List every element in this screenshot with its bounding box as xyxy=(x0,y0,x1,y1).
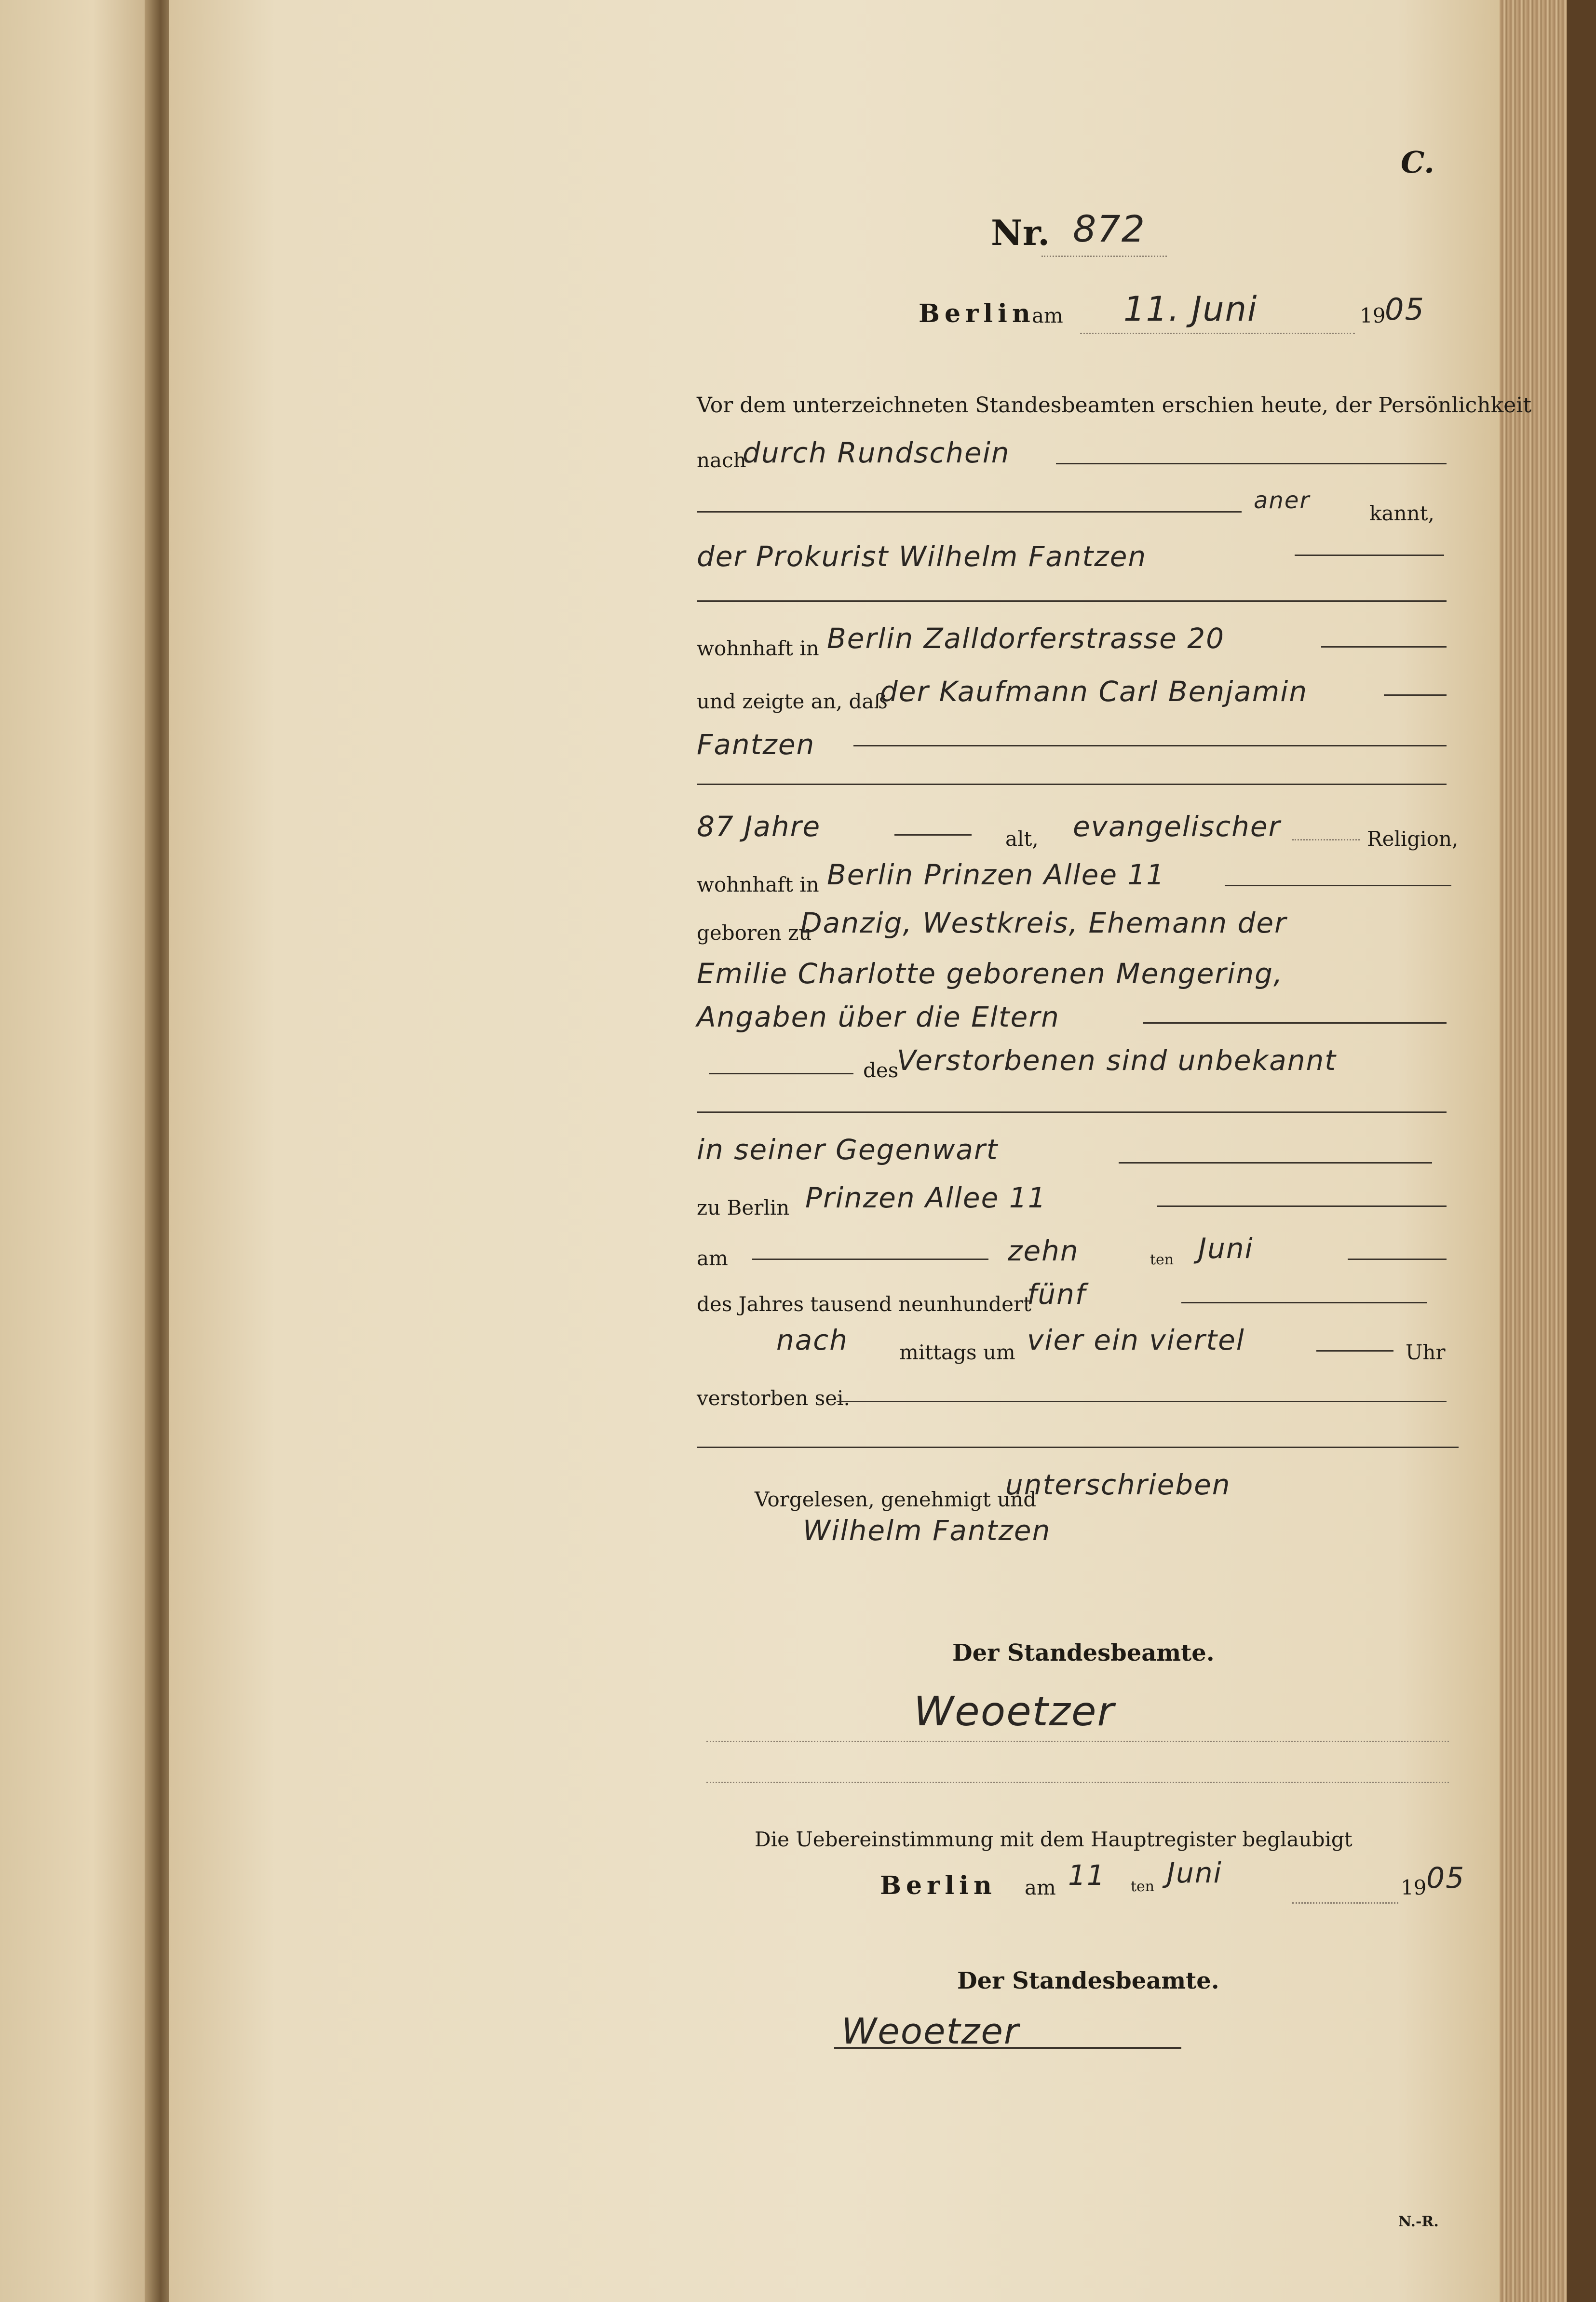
verstorben-label: verstorben sei. xyxy=(697,1386,850,1410)
record-number-value: 872 xyxy=(1073,207,1146,250)
certification-standesbeamte-heading: Der Standesbeamte. xyxy=(957,1967,1219,1994)
informant-address-handwritten: Berlin Zalldorferstrasse 20 xyxy=(827,622,1225,655)
official-signature: Weoetzer xyxy=(914,1688,1115,1735)
informant-handwritten: der Prokurist Wilhelm Fantzen xyxy=(697,540,1147,573)
parents-handwritten: Angaben über die Eltern xyxy=(697,1001,1060,1033)
header-year-suffix: 05 xyxy=(1385,292,1425,327)
year-handwritten: fünf xyxy=(1027,1278,1086,1311)
uhr-label: Uhr xyxy=(1406,1341,1446,1364)
bekannt-label: kannt, xyxy=(1369,501,1434,525)
certification-signature: Weoetzer xyxy=(841,2011,1020,2052)
time-prefix-handwritten: nach xyxy=(776,1324,848,1356)
certification-month: Juni xyxy=(1167,1856,1222,1889)
wohnhaft-label-2: wohnhaft in xyxy=(697,873,819,896)
ten-label: ten xyxy=(1150,1251,1174,1268)
signature-strike xyxy=(834,2047,1181,2049)
certification-text: Die Uebereinstimmung mit dem Hauptregister beglaubigt xyxy=(755,1828,1353,1851)
age-handwritten: 87 Jahre xyxy=(697,810,821,843)
time-handwritten: vier ein viertel xyxy=(1027,1324,1245,1356)
mittags-label: mittags um xyxy=(899,1341,1015,1364)
zeigte-an-label: und zeigte an, daß xyxy=(697,690,888,713)
vorgelesen-label: Vorgelesen, genehmigt und xyxy=(755,1488,1037,1511)
certification-year-suffix: 05 xyxy=(1426,1861,1465,1895)
religion-handwritten: evangelischer xyxy=(1073,810,1281,843)
alt-label: alt, xyxy=(1005,827,1039,851)
facing-page xyxy=(0,0,154,2302)
zu-berlin-label: zu Berlin xyxy=(697,1196,790,1219)
certification-year-prefix: 19 xyxy=(1401,1876,1427,1899)
nach-handwritten: durch Rundschein xyxy=(743,436,1010,469)
header-date: 11. Juni xyxy=(1123,289,1258,329)
certification-day: 11 xyxy=(1068,1859,1106,1892)
bekannt-handwritten: aner xyxy=(1254,487,1311,514)
des-label: des xyxy=(863,1058,899,1082)
wohnhaft-label: wohnhaft in xyxy=(697,636,819,660)
footer-mark: N.-R. xyxy=(1398,2213,1439,2230)
geboren-zu-label: geboren zu xyxy=(697,921,812,945)
death-place-handwritten: Prinzen Allee 11 xyxy=(805,1181,1047,1214)
jahres-label: des Jahres tausend neunhundert xyxy=(697,1292,1031,1316)
birthplace-handwritten-1: Danzig, Westkreis, Ehemann der xyxy=(800,907,1287,939)
corner-letter: C. xyxy=(1401,145,1434,180)
deceased-handwritten-2: Fantzen xyxy=(697,728,815,761)
day-handwritten: zehn xyxy=(1008,1234,1079,1267)
birthplace-handwritten-2: Emilie Charlotte geborenen Mengering, xyxy=(697,957,1284,990)
certification-city: Berlin xyxy=(880,1871,997,1900)
header-city: Berlin xyxy=(919,299,1035,328)
month-handwritten: Juni xyxy=(1198,1232,1254,1265)
nach-label: nach xyxy=(697,448,746,472)
deceased-handwritten-1: der Kaufmann Carl Benjamin xyxy=(880,675,1308,708)
certification-ten: ten xyxy=(1131,1878,1155,1895)
header-year-prefix: 19 xyxy=(1360,304,1386,327)
informant-signature: Wilhelm Fantzen xyxy=(803,1514,1051,1547)
presence-handwritten: in seiner Gegenwart xyxy=(697,1133,999,1166)
vorgelesen-handwritten: unterschrieben xyxy=(1005,1468,1231,1501)
parents-handwritten-2: Verstorbenen sind unbekannt xyxy=(897,1044,1337,1077)
record-number-label: Nr. xyxy=(991,212,1050,253)
am-label: am xyxy=(697,1246,728,1270)
certification-am: am xyxy=(1025,1876,1056,1899)
religion-label: Religion, xyxy=(1367,827,1459,851)
standesbeamte-heading: Der Standesbeamte. xyxy=(952,1639,1215,1666)
book-cover-edge xyxy=(1567,0,1596,2302)
intro-text: Vor dem unterzeichneten Standesbeamten erschien heute, der Persönlichkeit xyxy=(697,393,1532,418)
deceased-residence-handwritten: Berlin Prinzen Allee 11 xyxy=(827,858,1165,891)
header-am: am xyxy=(1032,304,1063,327)
